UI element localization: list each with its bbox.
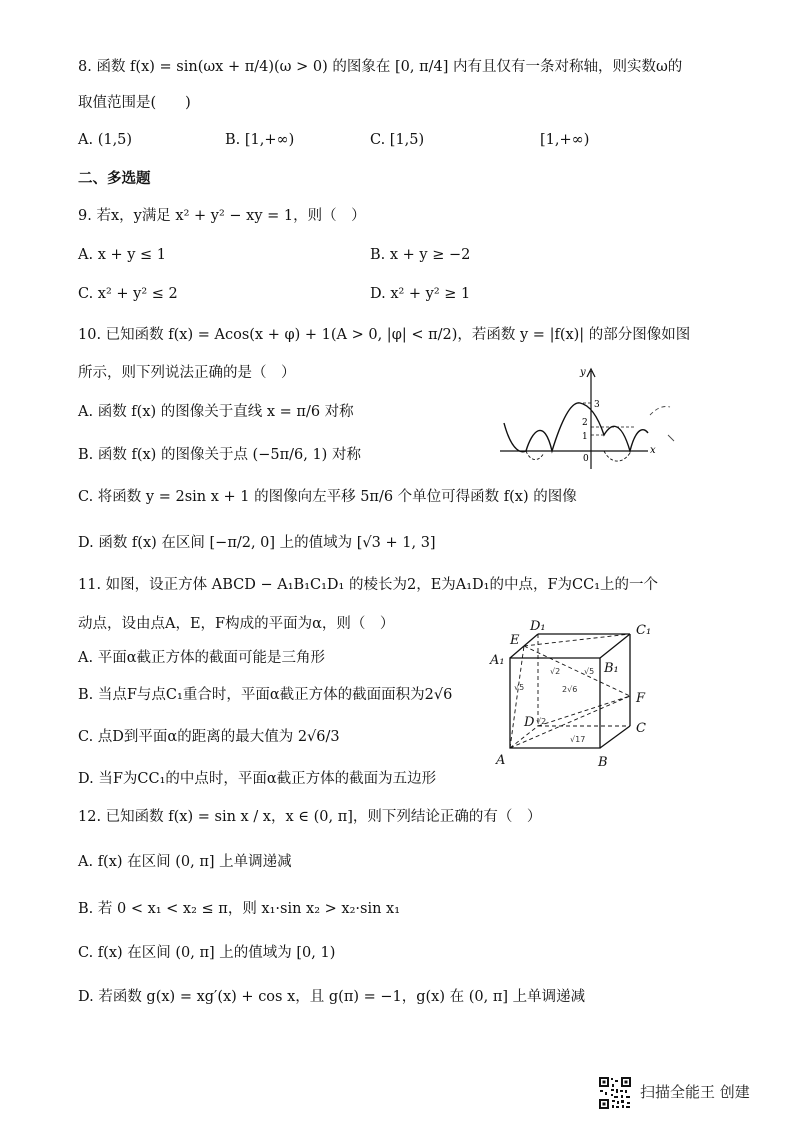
q9-stem: 9. 若x，y满足 x² + y² − xy = 1，则（ ）	[78, 208, 366, 224]
cube-note-3: √5	[584, 667, 595, 676]
cube-note-5: √2	[536, 717, 547, 726]
q10-option-d: D. 函数 f(x) 在区间 [−π/2, 0] 上的值域为 [√3 + 1, 3]	[78, 535, 436, 551]
cube-label-E: E	[510, 633, 520, 648]
q11-option-b: B. 当点F与点C₁重合时，平面α截正方体的截面面积为2√6	[78, 687, 453, 703]
cube-label-B: B	[598, 755, 608, 770]
q8-stem-continued: 取值范围是( )	[78, 95, 191, 111]
q8-stem: 8. 函数 f(x) = sin(ωx + π/4)(ω > 0) 的图象在 [0, π/4] 内有且仅有一条对称轴，则实数ω的	[78, 59, 683, 75]
graph-label-y: y	[580, 367, 586, 378]
q12-option-a: A. f(x) 在区间 (0, π] 上单调递减	[78, 854, 292, 870]
q11-option-d: D. 当F为CC₁的中点时，平面α截正方体的截面为五边形	[78, 771, 437, 787]
cube-note-2: √2	[550, 667, 561, 676]
q11-stem-continued: 动点，设由点A，E，F构成的平面为α，则（ ）	[78, 616, 395, 632]
graph-label-3: 3	[594, 400, 600, 410]
qr-code-icon	[598, 1076, 632, 1110]
q10-option-c: C. 将函数 y = 2sin x + 1 的图像向左平移 5π/6 个单位可得函数 f(x) 的图像	[78, 489, 577, 505]
q9-option-c: C. x² + y² ≤ 2	[78, 286, 178, 302]
q8-option-b: B. [1,+∞)	[225, 132, 295, 148]
graph-label-x: x	[650, 445, 656, 456]
cube-label-D: D	[524, 715, 535, 730]
cube-label-A: A	[496, 753, 506, 768]
q9-option-b: B. x + y ≥ −2	[370, 247, 471, 263]
q12-option-d: D. 若函数 g(x) = xg′(x) + cos x，且 g(π) = −1，g(x) 在 (0, π] 上单调递减	[78, 989, 586, 1005]
q10-option-a: A. 函数 f(x) 的图像关于直线 x = π/6 对称	[78, 404, 354, 420]
cube-note-4: 2√6	[562, 685, 578, 694]
section-heading-multi-choice: 二、多选题	[78, 170, 151, 187]
q8-option-c: C. [1,5)	[370, 132, 425, 148]
cube-label-A1: A₁	[490, 653, 505, 668]
cube-note-1: √5	[514, 683, 525, 692]
q12-option-c: C. f(x) 在区间 (0, π] 上的值域为 [0, 1)	[78, 945, 336, 961]
graph-label-origin: 0	[583, 454, 589, 464]
cube-note-6: √17	[570, 735, 586, 744]
cube-label-C: C	[636, 721, 646, 736]
q8-option-d: [1,+∞)	[540, 132, 590, 148]
q10-option-b: B. 函数 f(x) 的图像关于点 (−5π/6, 1) 对称	[78, 447, 361, 463]
q9-option-a: A. x + y ≤ 1	[78, 247, 167, 263]
q10-stem-continued: 所示，则下列说法正确的是（ ）	[78, 365, 296, 381]
graph-label-1: 1	[582, 432, 588, 442]
q10-stem: 10. 已知函数 f(x) = Acos(x + φ) + 1(A > 0, |φ| < π/2)，若函数 y = |f(x)| 的部分图像如图	[78, 327, 691, 343]
graph-label-2: 2	[582, 418, 588, 428]
cube-label-B1: B₁	[604, 661, 619, 676]
q9-option-d: D. x² + y² ≥ 1	[370, 286, 471, 302]
q11-stem: 11. 如图，设正方体 ABCD − A₁B₁C₁D₁ 的棱长为2，E为A₁D₁的中点，F为CC₁上的一个	[78, 577, 659, 593]
q12-stem: 12. 已知函数 f(x) = sin x / x，x ∈ (0, π]，则下列结论正确的有（ ）	[78, 809, 542, 825]
q12-option-b: B. 若 0 < x₁ < x₂ ≤ π，则 x₁·sin x₂ > x₂·sin x₁	[78, 901, 401, 917]
cube-label-F: F	[636, 691, 646, 706]
cube-label-D1: D₁	[530, 619, 546, 634]
q11-option-c: C. 点D到平面α的距离的最大值为 2√6/3	[78, 729, 340, 745]
cube-label-C1: C₁	[636, 623, 652, 638]
q10-function-graph	[498, 365, 678, 475]
q11-cube-figure	[488, 612, 668, 772]
footer-scanner-credit: 扫描全能王 创建	[640, 1083, 750, 1101]
q11-option-a: A. 平面α截正方体的截面可能是三角形	[78, 650, 325, 666]
q8-option-a: A. (1,5)	[78, 132, 133, 148]
